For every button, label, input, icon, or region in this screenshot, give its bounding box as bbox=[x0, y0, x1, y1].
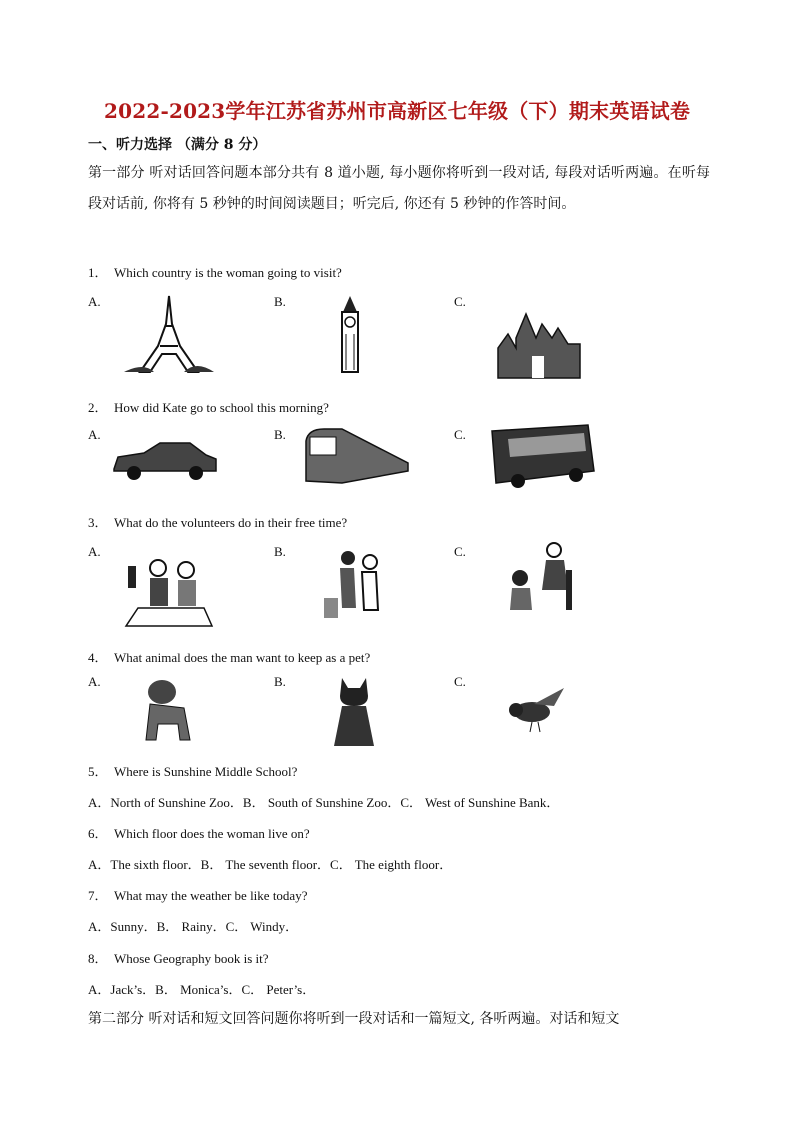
question-6 bbox=[88, 823, 310, 842]
castle-icon bbox=[494, 304, 584, 384]
option-letter: B. bbox=[274, 674, 286, 689]
car-icon bbox=[110, 435, 220, 485]
part1-instructions: 第一部分 听对话回答问题本部分共有 8 道小题, 每小题你将听到一段对话, 每段对话听两遍。在听每段对话前, 你将有 5 秒钟的时间阅读题目；听完后, 你还有 5 秒钟的作答时间。 bbox=[88, 165, 710, 212]
question-number: 2． bbox=[88, 400, 108, 415]
train-icon bbox=[302, 427, 412, 487]
question-text: What may the weather be like today? bbox=[114, 888, 308, 903]
question-8 bbox=[88, 948, 269, 967]
option-letter: B. bbox=[274, 427, 286, 442]
cat-icon bbox=[324, 674, 384, 749]
eiffel-tower-icon bbox=[124, 294, 214, 374]
option-letter: A. bbox=[88, 294, 101, 309]
question-number: 8． bbox=[88, 951, 108, 966]
question-3 bbox=[88, 512, 347, 531]
question-1-options bbox=[88, 294, 728, 384]
question-text: Which floor does the woman live on? bbox=[114, 826, 310, 841]
question-3-options bbox=[88, 544, 728, 634]
question-1 bbox=[88, 262, 342, 281]
question-number: 3． bbox=[88, 515, 108, 530]
question-text: What do the volunteers do in their free time? bbox=[114, 515, 348, 530]
question-7-answers: A．Sunny．B． Rainy．C． Windy． bbox=[88, 919, 299, 934]
section-heading-listening: 一、听力选择 （满分 8 分） bbox=[88, 137, 267, 153]
bird-icon bbox=[504, 684, 574, 734]
dog-icon bbox=[134, 674, 204, 744]
part2-instructions: 第二部分 听对话和短文回答问题你将听到一段对话和一篇短文, 各听两遍。对话和短文 bbox=[88, 1011, 620, 1027]
option-letter: C. bbox=[454, 674, 466, 689]
question-number: 4． bbox=[88, 650, 108, 665]
question-number: 5． bbox=[88, 764, 108, 779]
question-2-options bbox=[88, 427, 728, 517]
question-5-answers: A．North of Sunshine Zoo．B． South of Sunshine Zoo．C． West of Sunshine Bank． bbox=[88, 795, 560, 810]
question-7 bbox=[88, 885, 307, 904]
question-number: 6． bbox=[88, 826, 108, 841]
bus-icon bbox=[488, 421, 598, 491]
question-text: Whose Geography book is it? bbox=[114, 951, 269, 966]
question-8-answers: A．Jack’s．B． Monica’s．C． Peter’s． bbox=[88, 982, 316, 997]
question-number: 7． bbox=[88, 888, 108, 903]
option-letter: B. bbox=[274, 544, 286, 559]
option-letter: B. bbox=[274, 294, 286, 309]
question-text: Where is Sunshine Middle School? bbox=[114, 764, 298, 779]
question-text: What animal does the man want to keep as a pet? bbox=[114, 650, 371, 665]
question-4-options bbox=[88, 674, 728, 764]
option-letter: A. bbox=[88, 674, 101, 689]
option-letter: A. bbox=[88, 544, 101, 559]
shoe-shine-icon bbox=[498, 540, 588, 620]
question-4 bbox=[88, 647, 370, 666]
help-elderly-icon bbox=[318, 548, 398, 628]
document-title: 2022-2023学年江苏省苏州市高新区七年级（下）期末英语试卷 bbox=[103, 99, 691, 123]
option-letter: C. bbox=[454, 294, 466, 309]
question-2 bbox=[88, 397, 329, 416]
big-ben-icon bbox=[330, 294, 370, 374]
question-5 bbox=[88, 761, 297, 780]
option-letter: C. bbox=[454, 427, 466, 442]
option-letter: A. bbox=[88, 427, 101, 442]
option-letter: C. bbox=[454, 544, 466, 559]
question-text: Which country is the woman going to visit? bbox=[114, 265, 342, 280]
question-text: How did Kate go to school this morning? bbox=[114, 400, 329, 415]
question-6-answers: A．The sixth floor．B． The seventh floor．C． The eighth floor． bbox=[88, 857, 453, 872]
question-number: 1． bbox=[88, 265, 108, 280]
traffic-volunteers-icon bbox=[124, 548, 214, 628]
